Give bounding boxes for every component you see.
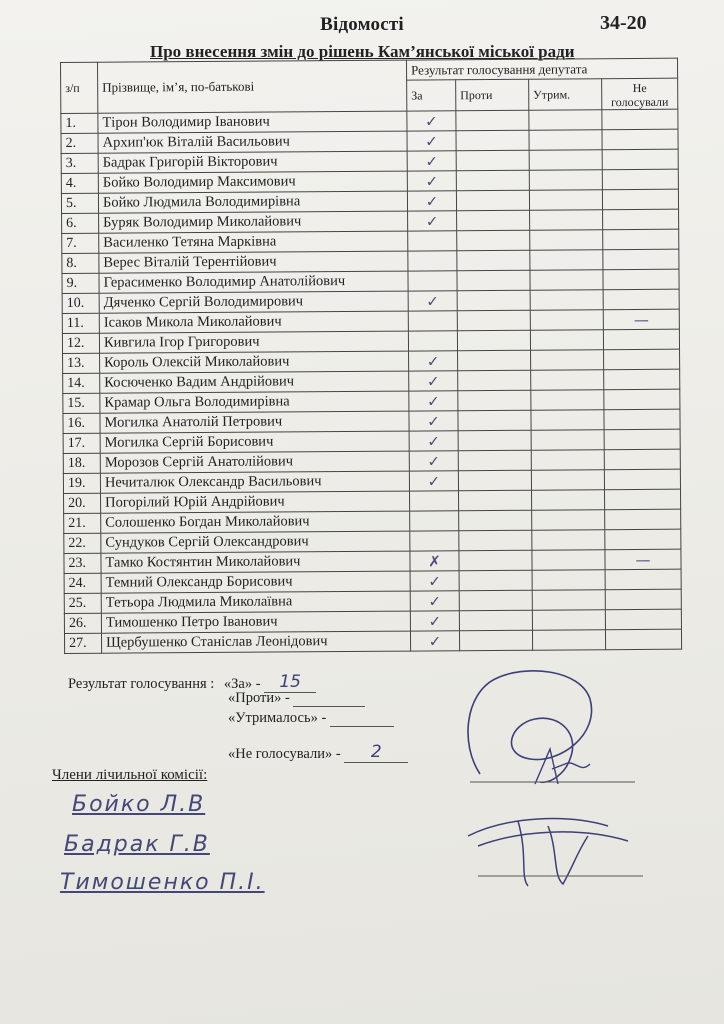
vote-ne-mark [602,109,678,130]
vote-ne-mark [603,329,679,350]
vote-proty-cell [457,290,530,311]
vote-za-mark: ✗ [410,551,459,571]
document-number: 34-20 [600,12,647,34]
row-number: 20. [64,493,101,513]
row-number: 19. [63,473,100,493]
vote-proty-cell [458,350,531,371]
signature-1 [440,664,640,794]
row-number: 1. [61,113,98,133]
header-za: За [407,80,456,111]
row-number: 15. [63,393,100,413]
row-number: 23. [64,553,101,573]
vote-ne-mark [603,209,679,230]
vote-za-mark: ✓ [410,571,459,591]
vote-za-mark: ✓ [409,411,458,431]
row-number: 11. [62,313,99,333]
row-number: 27. [64,633,101,653]
vote-ne-mark [602,169,678,190]
document-subtitle: Про внесення змін до рішень Кам’янської міської ради [150,42,575,61]
vote-utrym-cell [530,210,603,231]
row-number: 22. [64,533,101,553]
summary-proty-value [293,691,365,707]
row-number: 2. [61,133,98,153]
deputy-name: Тетьора Людмила Миколаївна [101,591,410,613]
vote-utrym-cell [530,230,603,251]
vote-utrym-cell [531,450,604,471]
vote-za-mark: ✓ [407,111,456,131]
row-number: 6. [62,213,99,233]
vote-ne-mark [605,569,681,590]
vote-ne-mark [605,589,681,610]
vote-za-mark [410,531,459,551]
vote-proty-cell [457,250,530,271]
deputy-name: Ісаков Микола Миколайович [99,311,408,333]
vote-proty-cell [456,110,529,131]
vote-utrym-cell [531,390,604,411]
vote-za-mark: ✓ [407,131,456,151]
row-number: 3. [61,153,98,173]
vote-utrym-cell [532,550,605,571]
row-number: 7. [62,233,99,253]
signature-2 [458,796,648,896]
vote-proty-cell [459,570,532,591]
vote-za-mark [408,331,457,351]
vote-proty-cell [459,530,532,551]
vote-utrym-cell [530,310,603,331]
deputy-name: Могилка Сергій Борисович [100,431,409,453]
vote-proty-cell [459,630,532,651]
vote-utrym-cell [529,130,602,151]
vote-proty-cell [457,270,530,291]
vote-za-mark: ✓ [409,371,458,391]
vote-utrym-cell [530,290,603,311]
vote-za-mark: ✓ [409,451,458,471]
vote-utrym-cell [531,470,604,491]
vote-utrym-cell [531,350,604,371]
vote-utrym-cell [529,150,602,171]
vote-utrym-cell [532,570,605,591]
row-number: 9. [62,273,99,293]
deputy-name: Погорілий Юрій Андрійович [101,491,410,513]
row-number: 26. [64,613,101,633]
deputy-name: Крамар Ольга Володимирівна [100,391,409,413]
deputy-name: Сундуков Сергій Олександрович [101,531,410,553]
summary-utrym-label: «Утрималось» - [228,710,327,726]
commission-label: Члени лічильної комісії: [52,767,208,783]
deputy-name: Герасименко Володимир Анатолійович [99,271,408,293]
header-ne-line2: голосували [611,94,669,110]
deputy-name: Буряк Володимир Миколайович [99,211,408,233]
vote-proty-cell [456,190,529,211]
vote-za-mark [408,271,457,291]
vote-za-mark: ✓ [410,631,459,651]
vote-ne-mark [605,609,681,630]
vote-proty-cell [456,150,529,171]
vote-za-mark: ✓ [410,591,459,611]
row-number: 14. [63,373,100,393]
vote-utrym-cell [530,270,603,291]
vote-ne-mark [604,369,680,390]
header-utrym: Утрим. [529,79,602,111]
vote-za-mark: ✓ [409,391,458,411]
deputy-name: Король Олексій Миколайович [100,351,409,373]
summary-utrym-value [330,711,394,727]
row-number: 13. [63,353,100,373]
vote-ne-mark [604,349,680,370]
vote-utrym-cell [529,170,602,191]
vote-proty-cell [458,430,531,451]
vote-proty-cell [456,170,529,191]
vote-proty-cell [458,370,531,391]
vote-za-mark [408,231,457,251]
vote-ne-mark: — [603,309,679,330]
vote-ne-mark [604,469,680,490]
vote-ne-mark [603,269,679,290]
row-number: 4. [61,173,98,193]
vote-utrym-cell [532,590,605,611]
vote-utrym-cell [532,510,605,531]
header-ne-holosuvaly [602,78,678,110]
vote-proty-cell [457,210,530,231]
row-number: 10. [62,293,99,313]
deputy-name: Василенко Тетяна Марківна [99,231,408,253]
vote-ne-mark [602,189,678,210]
summary-row-utrym [228,710,394,727]
summary-ne-label: «Не голосували» - [228,746,341,762]
vote-ne-mark [603,249,679,270]
vote-ne-mark [602,129,678,150]
row-number: 21. [64,513,101,533]
header-ne-line1: Не [632,80,647,96]
vote-utrym-cell [529,190,602,211]
commission-member-2: Бадрак Г.В [64,832,210,857]
vote-proty-cell [458,390,531,411]
row-number: 17. [63,433,100,453]
row-number: 5. [61,193,98,213]
header-name: Прізвище, ім’я, по-батькові [98,60,407,113]
vote-proty-cell [457,330,530,351]
vote-proty-cell [457,310,530,331]
vote-proty-cell [457,230,530,251]
vote-za-mark: ✓ [409,431,458,451]
vote-ne-mark [605,529,681,550]
row-number: 16. [63,413,100,433]
voting-table [60,58,682,654]
deputy-name: Бойко Людмила Володимирівна [98,191,407,213]
vote-ne-mark: — [605,549,681,570]
summary-label: Результат голосування : [68,676,215,692]
vote-proty-cell [459,490,532,511]
vote-ne-mark [604,429,680,450]
header-proty: Проти [456,79,529,111]
vote-proty-cell [458,410,531,431]
vote-za-mark [410,511,459,531]
vote-za-mark: ✓ [407,171,456,191]
vote-za-mark: ✓ [407,191,456,211]
header-result: Результат голосування депутата [406,58,677,80]
vote-proty-cell [459,590,532,611]
vote-utrym-cell [530,330,603,351]
summary-row-proty [228,690,365,707]
summary-proty-label: «Проти» - [228,690,290,706]
vote-utrym-cell [531,410,604,431]
vote-za-mark [408,251,457,271]
deputy-name: Дяченко Сергій Володимирович [99,291,408,313]
deputy-name: Кивгила Ігор Григорович [99,331,408,353]
vote-utrym-cell [529,110,602,131]
deputy-name: Тамко Костянтин Миколайович [101,551,410,573]
summary-ne-value: 2 [344,742,408,763]
vote-proty-cell [459,550,532,571]
vote-utrym-cell [531,370,604,391]
vote-za-mark: ✓ [408,291,457,311]
vote-ne-mark [604,449,680,470]
vote-utrym-cell [530,250,603,271]
row-number: 12. [62,333,99,353]
summary-za-value: 15 [264,672,316,693]
deputy-name: Могилка Анатолій Петрович [100,411,409,433]
deputy-name: Солошенко Богдан Миколайович [101,511,410,533]
deputy-name: Нечиталюк Олександр Васильович [100,471,409,493]
vote-utrym-cell [532,630,605,651]
summary-row-ne [228,742,408,763]
deputy-name: Тірон Володимир Іванович [98,111,407,133]
row-number: 18. [63,453,100,473]
vote-za-mark [408,311,457,331]
commission-member-3: Тимошенко П.І. [60,870,265,895]
deputy-name: Морозов Сергій Анатолійович [100,451,409,473]
deputy-name: Щербушенко Станіслав Леонідович [101,631,410,653]
deputy-name: Косюченко Вадим Андрійович [100,371,409,393]
header-num: з/п [61,62,98,113]
vote-utrym-cell [531,430,604,451]
vote-ne-mark [604,409,680,430]
row-number: 8. [62,253,99,273]
vote-proty-cell [459,610,532,631]
vote-za-mark: ✓ [407,151,456,171]
vote-za-mark: ✓ [408,211,457,231]
vote-za-mark: ✓ [410,611,459,631]
vote-proty-cell [456,130,529,151]
vote-proty-cell [458,470,531,491]
vote-za-mark: ✓ [409,351,458,371]
vote-utrym-cell [532,490,605,511]
vote-ne-mark [603,289,679,310]
deputy-name: Архип'юк Віталій Васильович [98,131,407,153]
vote-ne-mark [602,149,678,170]
voting-table-body [61,109,682,653]
vote-ne-mark [604,489,680,510]
deputy-name: Бадрак Григорій Вікторович [98,151,407,173]
vote-proty-cell [458,450,531,471]
row-number: 25. [64,593,101,613]
deputy-name: Бойко Володимир Максимович [98,171,407,193]
document-title: Відомості [320,14,404,35]
deputy-name: Верес Віталій Терентійович [99,251,408,273]
vote-ne-mark [603,229,679,250]
row-number: 24. [64,573,101,593]
commission-member-1: Бойко Л.В [72,792,206,817]
vote-utrym-cell [532,610,605,631]
summary-za-label: «За» - [223,676,261,692]
deputy-name: Темний Олександр Борисович [101,571,410,593]
vote-za-mark [410,491,459,511]
vote-ne-mark [605,629,681,650]
deputy-name: Тимошенко Петро Іванович [101,611,410,633]
vote-ne-mark [605,509,681,530]
vote-utrym-cell [532,530,605,551]
vote-za-mark: ✓ [409,471,458,491]
table-row [64,629,681,653]
vote-ne-mark [604,389,680,410]
vote-proty-cell [459,510,532,531]
